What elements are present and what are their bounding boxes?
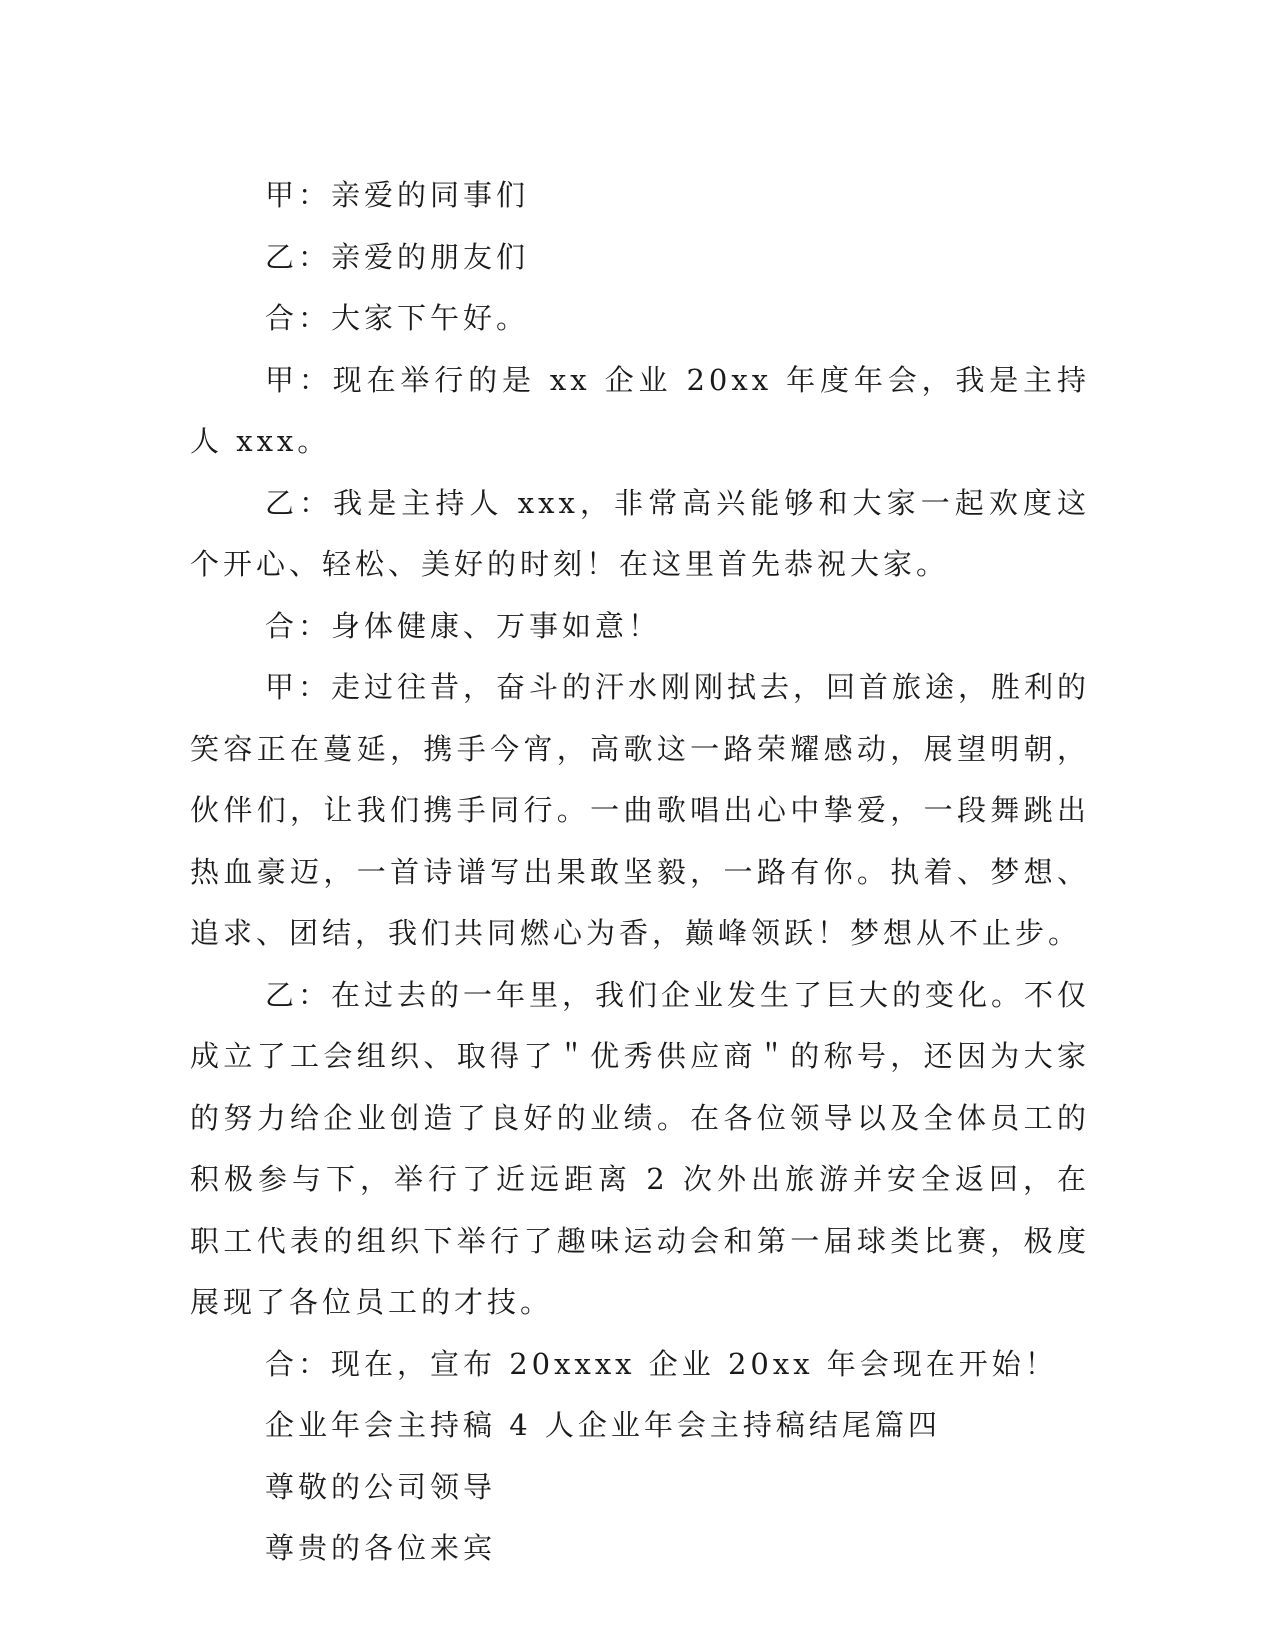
paragraph: 合：身体健康、万事如意！	[265, 608, 662, 643]
paragraph: 乙：我是主持人 xxx，非常高兴能够和大家一起欢度这个开心、轻松、美好的时刻！在这里首先恭祝大家。	[190, 485, 1090, 581]
paragraph: 乙：在过去的一年里，我们企业发生了巨大的变化。不仅成立了工会组织、取得了＂优秀供应商＂的称号，还因为大家的努力给企业创造了良好的业绩。在各位领导以及全体员工的积极参与下，举行了近远距离 2 次外出旅游并安全返回，在职工代表的组织下举行了趣味运动会和第一届球类比赛，极度展现了各位员工的才技。	[190, 977, 1091, 1319]
document-body	[190, 165, 1090, 1580]
paragraph: 合：现在，宣布 20xxxx 企业 20xx 年会现在开始！	[265, 1346, 1058, 1381]
paragraph: 合：大家下午好。	[265, 301, 530, 335]
paragraph: 企业年会主持稿 4 人企业年会主持稿结尾篇四	[265, 1408, 941, 1442]
paragraph: 乙：亲爱的朋友们	[265, 239, 530, 274]
paragraph: 甲：走过往昔，奋斗的汗水刚刚拭去，回首旅途，胜利的笑容正在蔓延，携手今宵，高歌这一路荣耀感动，展望明朝，伙伴们，让我们携手同行。一曲歌唱出心中挚爱，一段舞跳出热血豪迈，一首诗谱写出果敢坚毅，一路有你。执着、梦想、追求、团结，我们共同燃心为香，巅峰领跃！梦想从不止步。	[190, 670, 1091, 950]
paragraph: 甲：现在举行的是 xx 企业 20xx 年度年会，我是主持人 xxx。	[190, 362, 1090, 458]
paragraph: 甲：亲爱的同事们	[265, 178, 530, 212]
paragraph: 尊敬的公司领导	[265, 1469, 497, 1504]
paragraph: 尊贵的各位来宾	[265, 1531, 497, 1565]
